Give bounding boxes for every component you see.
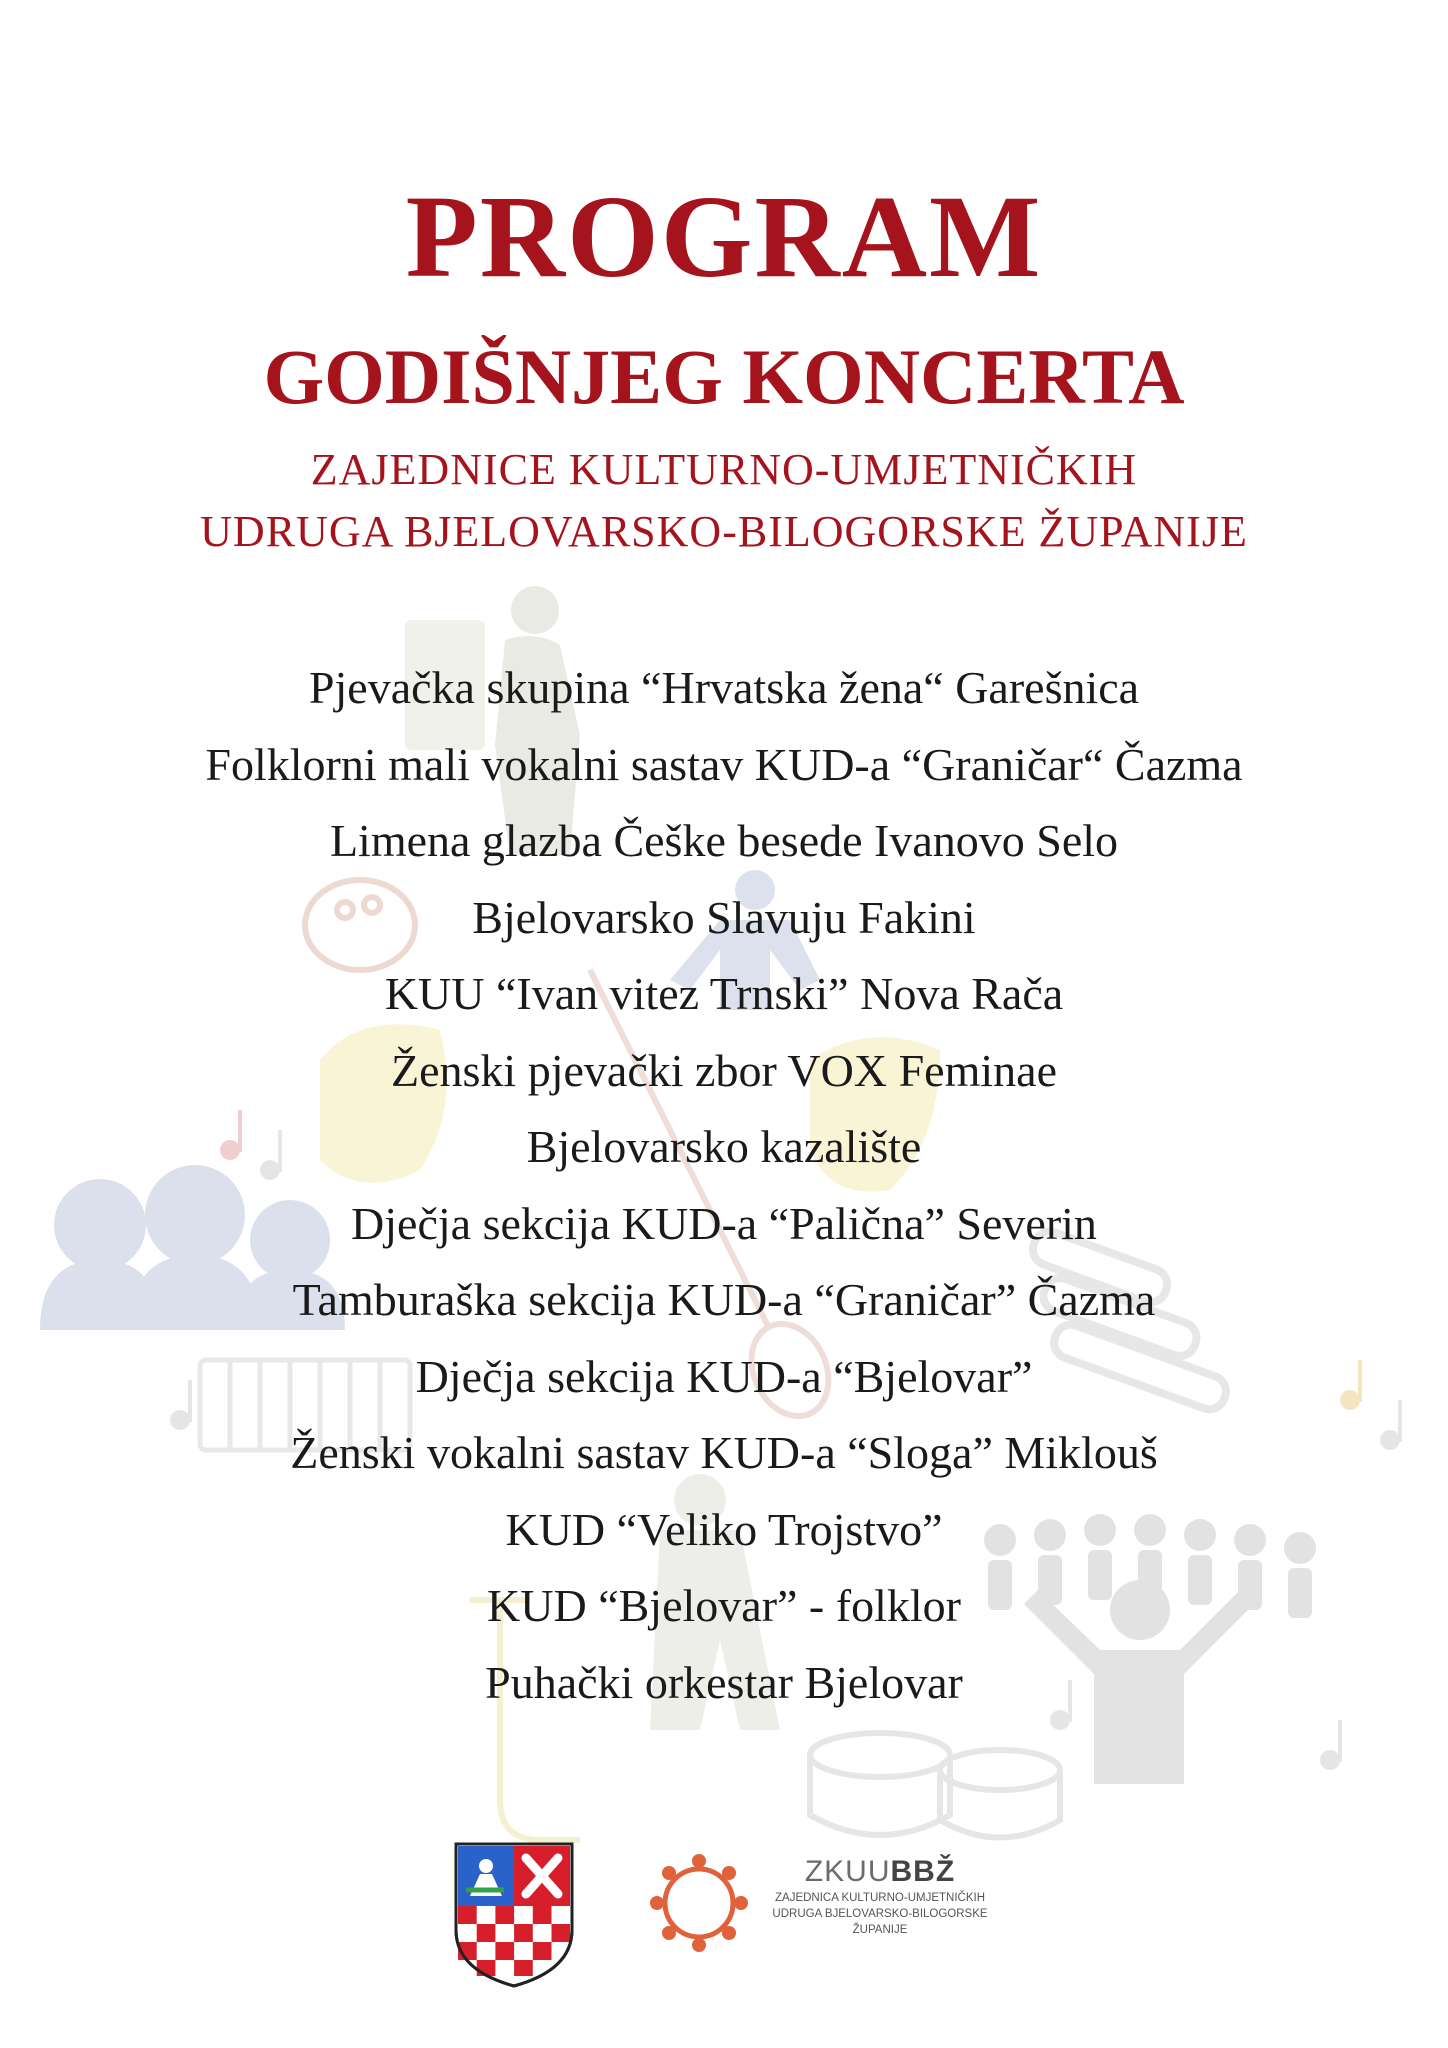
logo-subtitle-2: UDRUGA BJELOVARSKO-BILOGORSKE [772,1908,988,1920]
county-crest-icon [452,1840,576,1990]
program-item: Limena glazba Češke besede Ivanovo Selo [329,815,1119,866]
drums [810,1733,1060,1838]
logo-name: ZKUUBBŽ [804,1855,956,1888]
zkuubbz-logo-text [760,1855,1000,1937]
logo-subtitle-3: ŽUPANIJE [852,1924,908,1936]
program-item: Dječja sekcija KUD-a “Palična” Severin [351,1197,1097,1249]
program-item: Dječja sekcija KUD-a “Bjelovar” [415,1350,1033,1402]
program-item: Tamburaška sekcija KUD-a “Graničar” Čazma [292,1274,1156,1325]
program-item: KUD “Bjelovar” - folklor [487,1580,961,1631]
organizer-line-1: ZAJEDNICE KULTURNO-UMJETNIČKIH [310,445,1138,494]
program-item: Pjevačka skupina “Hrvatska žena“ Garešnica [308,662,1140,713]
program-list [0,650,1448,1721]
zkuubbz-logo-icon [644,1848,754,1958]
program-item: Puhački orkestar Bjelovar [485,1656,963,1708]
page-title: PROGRAM [405,171,1043,302]
program-item: KUU “Ivan vitez Trnski” Nova Rača [384,968,1064,1019]
program-item: Ženski pjevački zbor VOX Feminae [391,1044,1057,1096]
organizer-line-2: UDRUGA BJELOVARSKO-BILOGORSKE ŽUPANIJE [200,507,1248,556]
program-item: KUD “Veliko Trojstvo” [505,1503,943,1555]
program-item: Ženski vokalni sastav KUD-a “Sloga” Miklouš [290,1427,1158,1478]
logo-subtitle-1: ZAJEDNICA KULTURNO-UMJETNIČKIH [775,1892,985,1904]
page-subtitle: GODIŠNJEG KONCERTA [263,333,1185,420]
program-item: Bjelovarsko kazalište [526,1121,922,1172]
program-item: Bjelovarsko Slavuju Fakini [472,891,976,943]
program-item: Folklorni mali vokalni sastav KUD-a “Graničar“ Čazma [205,738,1243,790]
